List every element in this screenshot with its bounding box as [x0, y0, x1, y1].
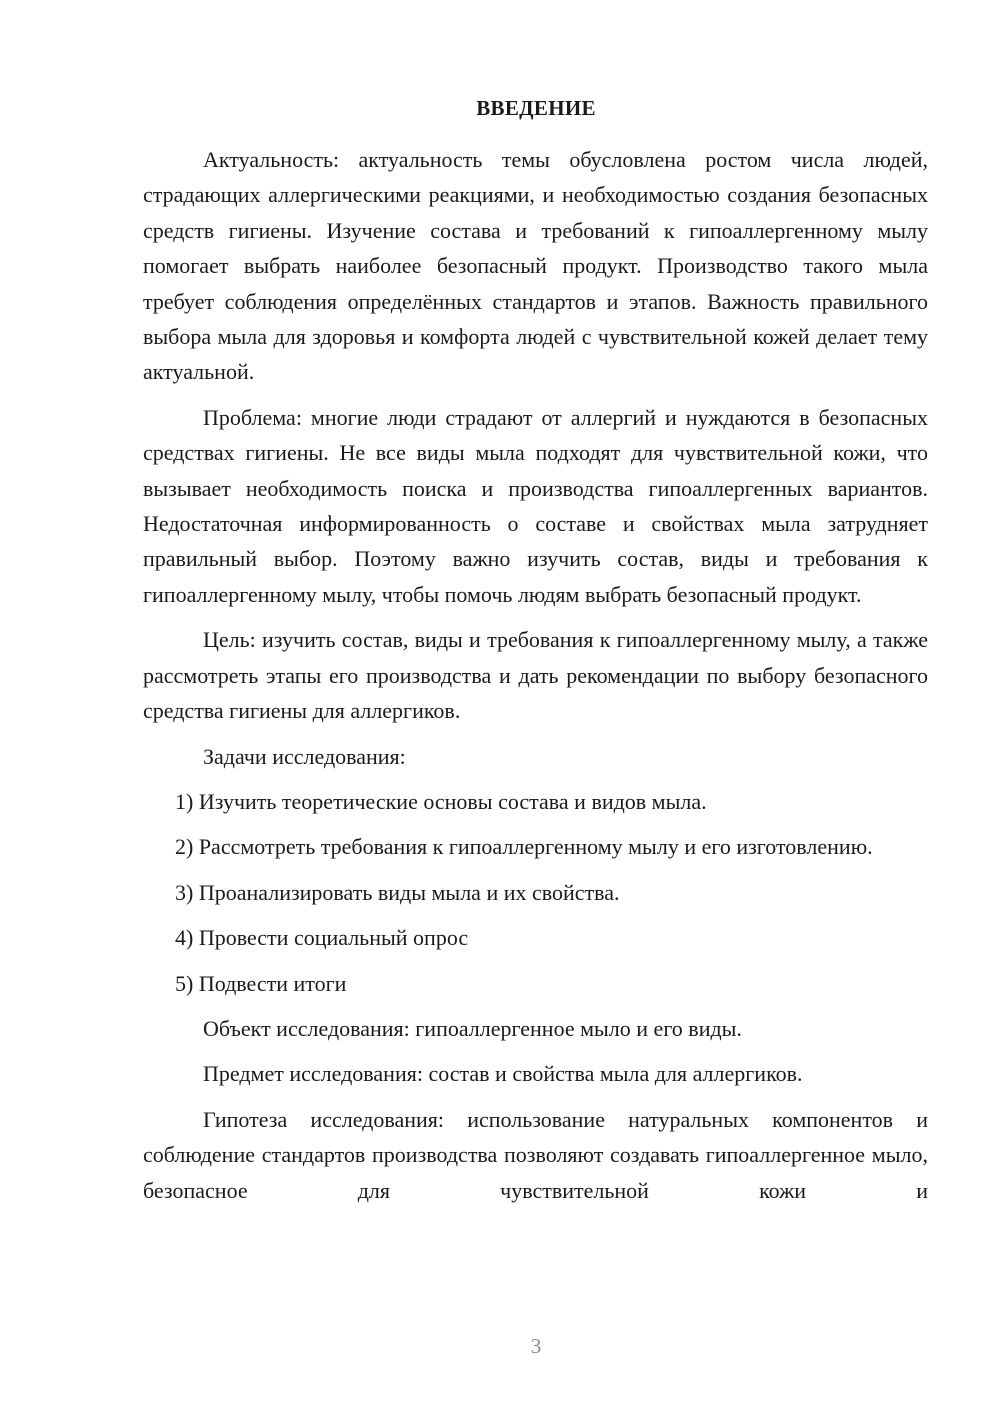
task-item-1: 1) Изучить теоретические основы состава и видов мыла. — [175, 788, 707, 814]
paragraph-relevance: Актуальность: актуальность темы обусловлена ростом числа людей, страдающих аллергическими реакциями, и необходимостью создания безопасных средств гигиены. Изучение состава и требований к гипоаллергенному мылу помогает выбрать наиболее безопасный продукт. Производство такого мыла требует соблюдения определённых стандартов и этапов. Важность правильного выбора мыла для здоровья и комфорта людей с чувствительной кожей делает тему актуальной. — [143, 147, 928, 385]
task-item-4: 4) Провести социальный опрос — [175, 925, 469, 951]
page-number: 3 — [530, 1334, 542, 1358]
section-title: ВВЕДЕНИЕ — [476, 96, 596, 120]
paragraph-object: Объект исследования: гипоаллергенное мыло и его виды. — [203, 1015, 742, 1041]
paragraph-goal: Цель: изучить состав, виды и требования к гипоаллергенному мылу, а также рассмотреть этапы его производства и дать рекомендации по выбору безопасного средства гигиены для аллергиков. — [143, 627, 928, 724]
task-item-3: 3) Проанализировать виды мыла и их свойства. — [175, 879, 620, 905]
paragraph-hypothesis: Гипотеза исследования: использование натуральных компонентов и соблюдение стандартов производства позволяют создавать гипоаллергенное мыло, безопасное для чувствительной кожи и — [143, 1106, 928, 1203]
paragraph-tasks-heading: Задачи исследования: — [203, 743, 406, 769]
document-body — [143, 142, 928, 1218]
paragraph-problem: Проблема: многие люди страдают от аллергий и нуждаются в безопасных средствах гигиены. Не все виды мыла подходят для чувствительной кожи, что вызывает необходимость поиска и производства гипоаллергенных вариантов. Недостаточная информированность о составе и свойствах мыла затрудняет правильный выбор. Поэтому важно изучить состав, виды и требования к гипоаллергенному мылу, чтобы помочь людям выбрать безопасный продукт. — [143, 404, 928, 607]
task-item-5: 5) Подвести итоги — [175, 970, 347, 996]
task-item-2: 2) Рассмотреть требования к гипоаллергенному мылу и его изготовлению. — [175, 834, 873, 860]
paragraph-subject: Предмет исследования: состав и свойства мыла для аллергиков. — [203, 1061, 803, 1087]
